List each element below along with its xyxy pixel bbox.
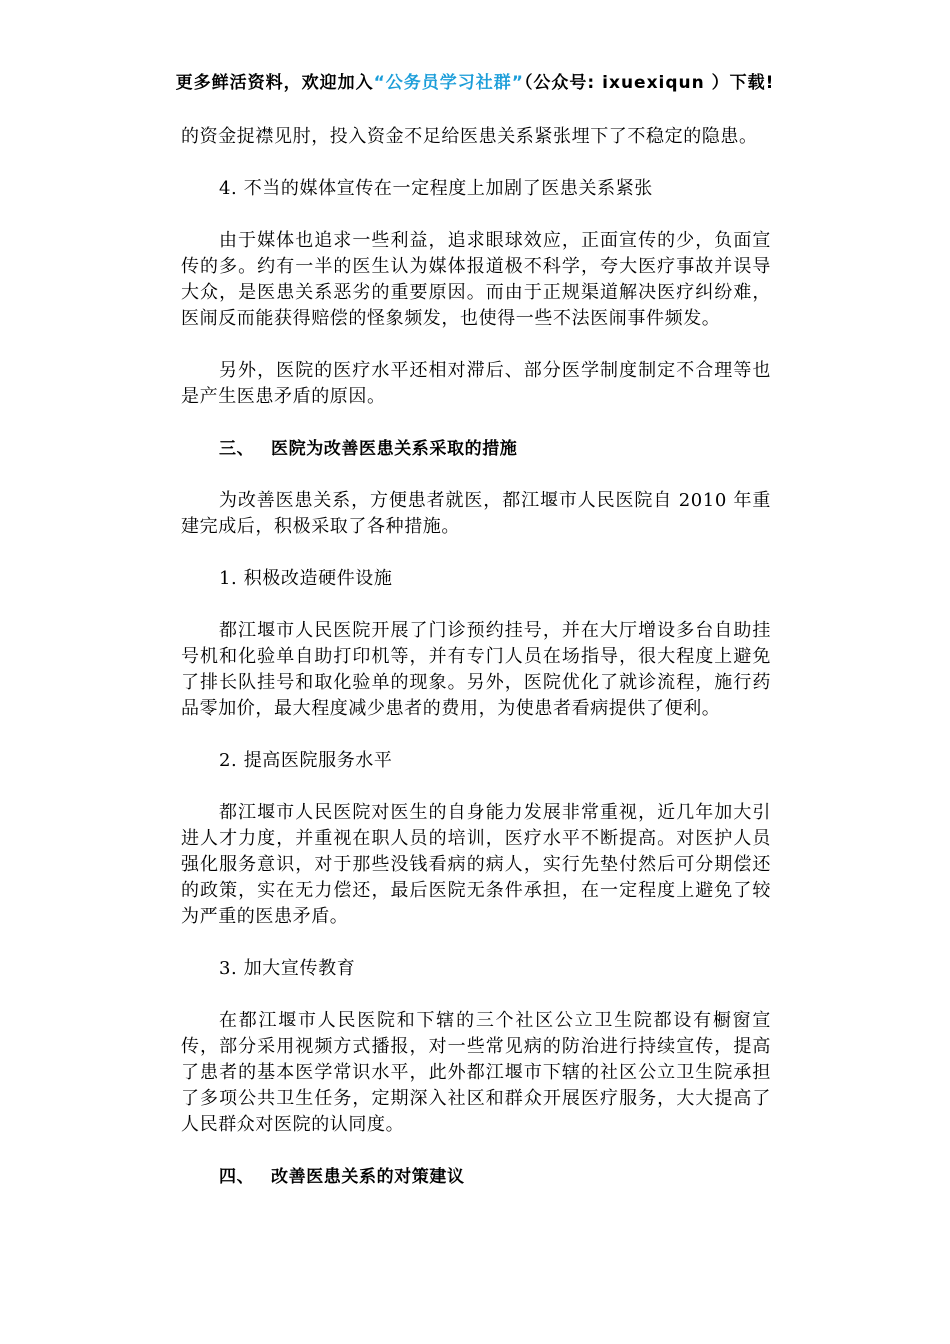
banner-group-name: “公务员学习社群”	[373, 73, 524, 93]
paragraph-intro-measures: 为改善医患关系，方便患者就医，都江堰市人民医院自 2010 年重建完成后，积极采取了各种措施。	[181, 490, 771, 537]
section-title: 改善医患关系的对策建议	[271, 1167, 465, 1187]
document-body	[181, 124, 771, 1190]
banner-suffix: （公众号: ixuexiqun ）下载!	[523, 73, 775, 93]
paragraph-service: 都江堰市人民医院对医生的自身能力发展非常重视，近几年加大引进人才力度，并重视在职人员的培训，医疗水平不断提高。对医护人员强化服务意识，对于那些没钱看病的病人，实行先垫付然后可分期偿还的政策，实在无力偿还，最后医院无条件承担，在一定程度上避免了较为严重的医患矛盾。	[181, 802, 771, 927]
subheading-1: 1. 积极改造硬件设施	[219, 568, 393, 589]
section-heading-3	[181, 436, 771, 462]
paragraph-hardware: 都江堰市人民医院开展了门诊预约挂号，并在大厅增设多台自助挂号机和化验单自助打印机等，并有专门人员在场指导，很大程度上避免了排长队挂号和取化验单的现象。另外，医院优化了就诊流程，施行药品零加价，最大程度减少患者的费用，为使患者看病提供了便利。	[181, 620, 771, 719]
section-heading-4	[181, 1164, 771, 1190]
paragraph-media: 由于媒体也追求一些利益，追求眼球效应，正面宣传的少，负面宣传的多。约有一半的医生认为媒体报道极不科学，夸大医疗事故并误导大众，是医患关系恶劣的重要原因。而由于正规渠道解决医疗纠纷难，医闹反而能获得赔偿的怪象频发，也使得一些不法医闹事件频发。	[181, 230, 771, 329]
subheading-2: 2. 提高医院服务水平	[219, 750, 393, 771]
section-number: 四、	[219, 1167, 255, 1187]
promo-banner	[0, 68, 950, 93]
banner-prefix: 更多鲜活资料，欢迎加入	[175, 73, 374, 93]
section-number: 三、	[219, 439, 255, 459]
paragraph-publicity: 在都江堰市人民医院和下辖的三个社区公立卫生院都设有橱窗宣传，部分采用视频方式播报，对一些常见病的防治进行持续宣传，提高了患者的基本医学常识水平，此外都江堰市下辖的社区公立卫生院承担了多项公共卫生任务，定期深入社区和群众开展医疗服务，大大提高了人民群众对医院的认同度。	[181, 1010, 771, 1135]
subheading-4: 4. 不当的媒体宣传在一定程度上加剧了医患关系紧张	[219, 178, 653, 199]
paragraph-other-causes: 另外，医院的医疗水平还相对滞后、部分医学制度制定不合理等也是产生医患矛盾的原因。	[181, 360, 771, 407]
paragraph-continued: 的资金捉襟见肘，投入资金不足给医患关系紧张埋下了不稳定的隐患。	[181, 126, 758, 147]
subheading-3: 3. 加大宣传教育	[219, 958, 356, 979]
section-title: 医院为改善医患关系采取的措施	[271, 439, 518, 459]
